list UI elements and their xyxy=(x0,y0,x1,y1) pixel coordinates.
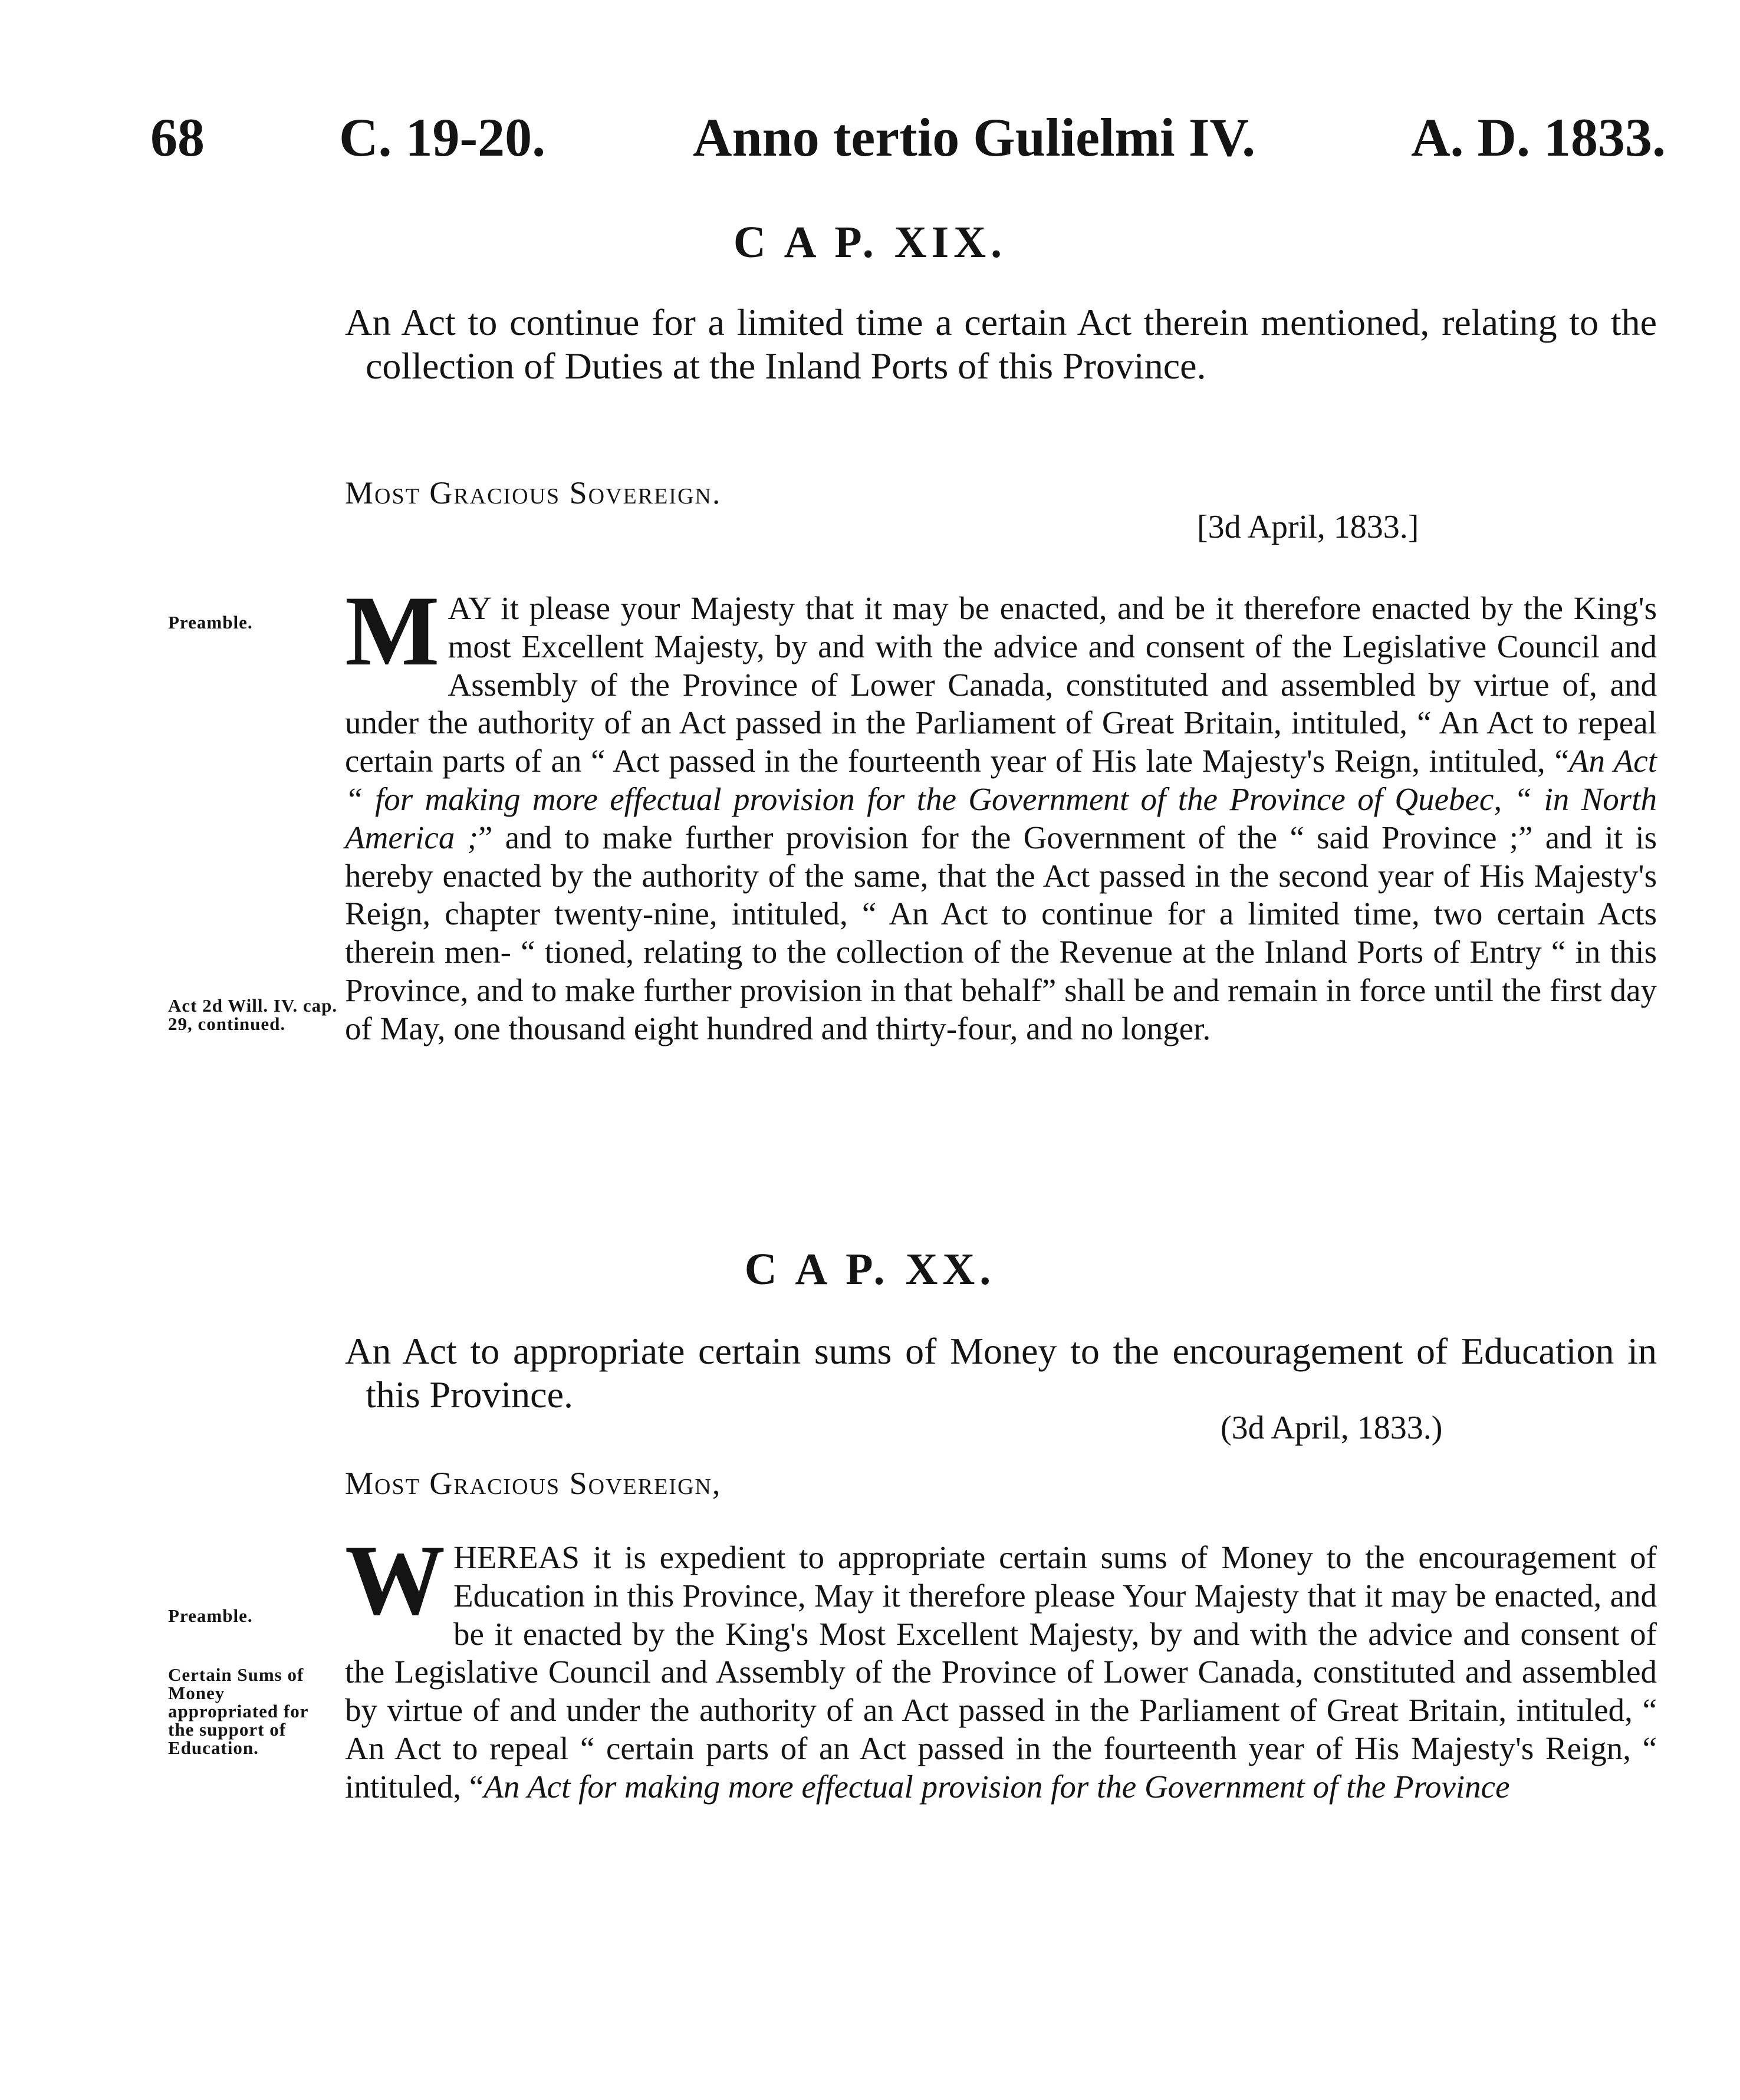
cap19-heading: C A P. XIX. xyxy=(733,218,1007,267)
cap20-body-italic: An Act for making more effectual provision for the Government of the Province xyxy=(483,1768,1510,1805)
cap20-body xyxy=(345,1525,1657,1806)
reign-title: Anno tertio Gulielmi IV. xyxy=(693,107,1256,167)
cap19-dropcap: M xyxy=(345,575,440,686)
cap19-body-italic: An Act “ for making more effectual provision for the Government of the Province of Quebec, “ in North America ; xyxy=(345,743,1657,855)
cap19-margin-act-continued: Act 2d Will. IV. cap. 29, continued. xyxy=(168,995,338,1034)
cap20-act-title: An Act to appropriate certain sums of Money to the encouragement of Education in this Province. xyxy=(345,1330,1657,1416)
cap19-act-title: An Act to continue for a limited time a certain Act therein mentioned, relating to the collection of Duties at the Inland Ports of this Province. xyxy=(345,301,1657,387)
cap20-heading: C A P. XX. xyxy=(744,1245,996,1294)
cap19-body-tail: ” and to make further provision for the Government of the “ said Province ;” and it is hereby enacted by the authority of the same, that the Act passed in the second year of His Majesty's Reign, chapter twenty-nine, intituled, “ An Act to continue for a limited time, two certain Acts therein men- “ tioned, relating to the collection of the Revenue at the Inland Ports of Entry “ in this Province, and to make further provision in that behalf” shall be and remain in force until the first day of May, one thousand eight hundred and thirty-four, and no longer. xyxy=(345,819,1657,1046)
year-label: A. D. 1833. xyxy=(1411,107,1666,167)
chapter-range: C. 19-20. xyxy=(339,107,546,167)
cap20-date: (3d April, 1833.) xyxy=(1221,1410,1443,1446)
cap20-margin-preamble: Preamble. xyxy=(168,1605,253,1626)
cap20-margin-sums: Certain Sums of Money appropriated for the support of Education. xyxy=(168,1664,308,1758)
cap19-margin-preamble: Preamble. xyxy=(168,612,253,633)
cap20-address: Most Gracious Sovereign, xyxy=(345,1466,722,1501)
cap20-dropcap: W xyxy=(345,1525,445,1635)
page-number: 68 xyxy=(150,107,205,167)
cap19-body xyxy=(345,575,1657,1048)
cap20-body-lead: HEREAS it is expedient to appropriate certain sums of Money to the encouragement of Education in this Province, May it therefore please Your Majesty that it may be enacted, and be it enacted by the King's Most Excellent Majesty, by and with the advice and consent of the Legislative Council and Assembly of the Province of Lower Canada, constituted and assembled by virtue of and under the authority of an Act passed in the Parliament of Great Britain, intituled, “ An Act to repeal “ certain parts of an Act passed in the fourteenth year of His Majesty's Reign, “ intituled, “ xyxy=(345,1539,1657,1805)
cap19-date: [3d April, 1833.] xyxy=(1197,509,1419,545)
cap19-body-lead: AY it please your Majesty that it may be enacted, and be it therefore enacted by the King's most Excellent Majesty, by and with the advice and consent of the Legislative Council and Assembly of the Province of Lower Canada, constituted and assembled by virtue of, and under the authority of an Act passed in the Parliament of Great Britain, intituled, “ An Act to repeal certain parts of an “ Act passed in the fourteenth year of His late Majesty's Reign, intituled, “ xyxy=(345,590,1657,779)
cap19-address: Most Gracious Sovereign. xyxy=(345,475,722,511)
running-header xyxy=(150,106,1666,171)
